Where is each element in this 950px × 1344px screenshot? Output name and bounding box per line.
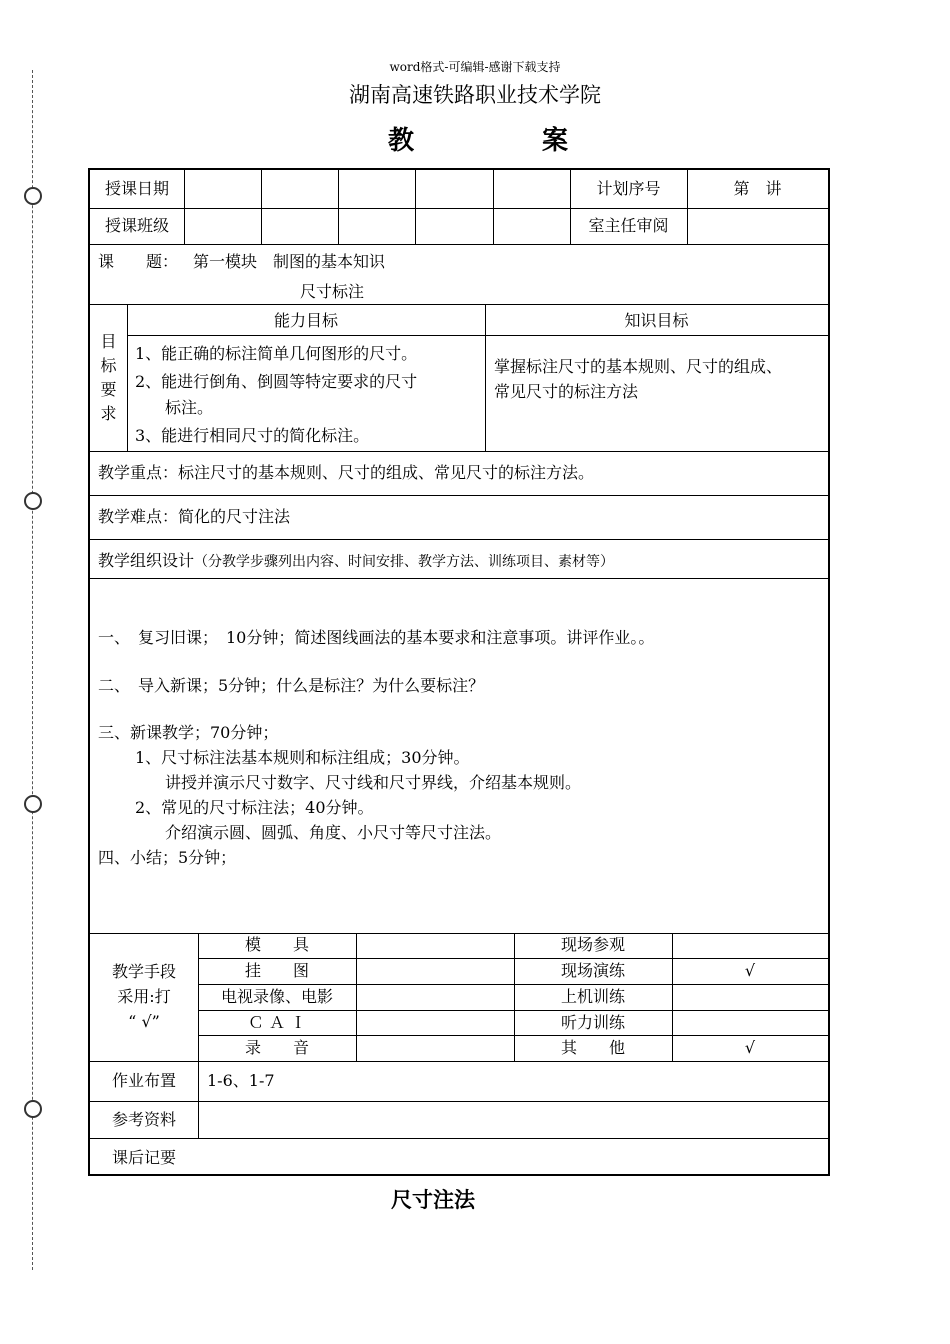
topic-label: 课 题： (98, 252, 179, 271)
method-check: √ (744, 1038, 756, 1057)
date-label: 授课日期 (104, 179, 169, 198)
plan-number-value: 第 讲 (733, 179, 782, 198)
lesson-plan-table (88, 168, 830, 1176)
binding-hole (24, 187, 42, 205)
goals-side-label: 求 (100, 404, 117, 423)
column-divider (493, 170, 494, 244)
watermark-text: word格式-可编辑-感谢下载支持 (389, 60, 561, 74)
row-divider (198, 958, 828, 959)
design-step: 介绍演示圆、圆弧、角度、小尺寸等尺寸注法。 (165, 823, 502, 842)
row-divider (90, 304, 828, 305)
homework-label: 作业布置 (111, 1071, 176, 1090)
row-divider (198, 1035, 828, 1036)
design-label (98, 551, 614, 572)
row-divider (90, 1061, 828, 1062)
method-item: 现场参观 (560, 935, 625, 954)
homework-value: 1-6、1-7 (207, 1071, 275, 1090)
methods-label: 采用:打 (117, 987, 171, 1006)
design-step: 1、尺寸标注法基本规则和标注组成；30分钟。 (135, 748, 470, 767)
ability-goal-item: 1、能正确的标注简单几何图形的尺寸。 (135, 344, 418, 363)
column-divider (356, 933, 357, 1061)
knowledge-goal-text: 掌握标注尺寸的基本规则、尺寸的组成、 (494, 357, 783, 376)
class-label: 授课班级 (104, 216, 169, 235)
design-label-text: 教学组织设计 (98, 551, 195, 570)
key-point-text: 教学重点：标注尺寸的基本规则、尺寸的组成、常见尺寸的标注方法。 (98, 463, 595, 482)
design-note: （分教学步骤列出内容、时间安排、教学方法、训练项目、素材等） (194, 554, 615, 570)
plan-number-label: 计划序号 (596, 179, 661, 198)
document-title (388, 120, 568, 157)
ability-goal-header: 能力目标 (273, 311, 338, 330)
notes-label: 课后记要 (111, 1148, 176, 1167)
column-divider (184, 170, 185, 244)
row-divider (198, 984, 828, 985)
row-divider (90, 451, 828, 452)
methods-label: “ √” (128, 1012, 160, 1031)
column-divider (338, 170, 339, 244)
knowledge-goal-header: 知识目标 (624, 311, 689, 330)
difficulty-text: 教学难点：简化的尺寸注法 (98, 507, 291, 526)
row-divider (90, 495, 828, 496)
row-divider (90, 539, 828, 540)
column-divider (261, 170, 262, 244)
design-step: 讲授并演示尺寸数字、尺寸线和尺寸界线，介绍基本规则。 (165, 773, 582, 792)
review-label: 室主任审阅 (588, 216, 669, 235)
binding-hole (24, 1100, 42, 1118)
design-step: 四、小结；5分钟； (98, 848, 237, 867)
design-step: 2、常见的尺寸标注法；40分钟。 (135, 798, 374, 817)
design-step: 一、 复习旧课； 10分钟；简述图线画法的基本要求和注意事项。讲评作业。。 (98, 628, 655, 647)
row-divider (90, 1101, 828, 1102)
ability-goal-item: 3、能进行相同尺寸的简化标注。 (135, 426, 370, 445)
knowledge-goal-text: 常见尺寸的标注方法 (494, 382, 639, 401)
method-item: 电视录像、电影 (220, 987, 333, 1006)
method-item: 模 具 (244, 935, 309, 954)
topic-line-2: 尺寸标注 (300, 282, 365, 301)
ability-goal-item: 2、能进行倒角、倒圆等特定要求的尺寸 (135, 372, 418, 391)
design-step: 三、新课教学；70分钟； (98, 723, 279, 742)
section-heading: 尺寸注法 (391, 1188, 475, 1212)
ability-goal-item: 标注。 (165, 398, 214, 417)
method-check: √ (744, 961, 756, 980)
row-divider (90, 933, 828, 934)
row-divider (90, 1138, 828, 1139)
topic-line-1: 第一模块 制图的基本知识 (193, 252, 386, 271)
school-name: 湖南高速铁路职业技术学院 (349, 83, 601, 107)
method-item: 录 音 (244, 1038, 309, 1057)
method-item: 听力训练 (560, 1013, 625, 1032)
row-divider (90, 244, 828, 245)
binding-hole (24, 795, 42, 813)
binding-margin-line (32, 70, 33, 1270)
methods-label: 教学手段 (111, 962, 176, 981)
reference-label: 参考资料 (111, 1110, 176, 1129)
row-divider (90, 578, 828, 579)
title-char: 教 (388, 126, 415, 156)
method-item: 现场演练 (560, 961, 625, 980)
goals-side-label: 目 (100, 332, 117, 351)
row-divider (127, 335, 828, 336)
title-char: 案 (541, 126, 568, 156)
column-divider (415, 170, 416, 244)
goals-side-label: 要 (100, 380, 117, 399)
binding-hole (24, 492, 42, 510)
method-item: Ｃ Ａ Ｉ (247, 1013, 307, 1032)
method-item: 上机训练 (560, 987, 625, 1006)
row-divider (198, 1010, 828, 1011)
design-step: 二、 导入新课；5分钟；什么是标注？为什么要标注？ (98, 676, 485, 695)
method-item: 其 他 (560, 1038, 625, 1057)
goals-side-label: 标 (100, 356, 117, 375)
method-item: 挂 图 (244, 961, 309, 980)
row-divider (90, 208, 828, 209)
